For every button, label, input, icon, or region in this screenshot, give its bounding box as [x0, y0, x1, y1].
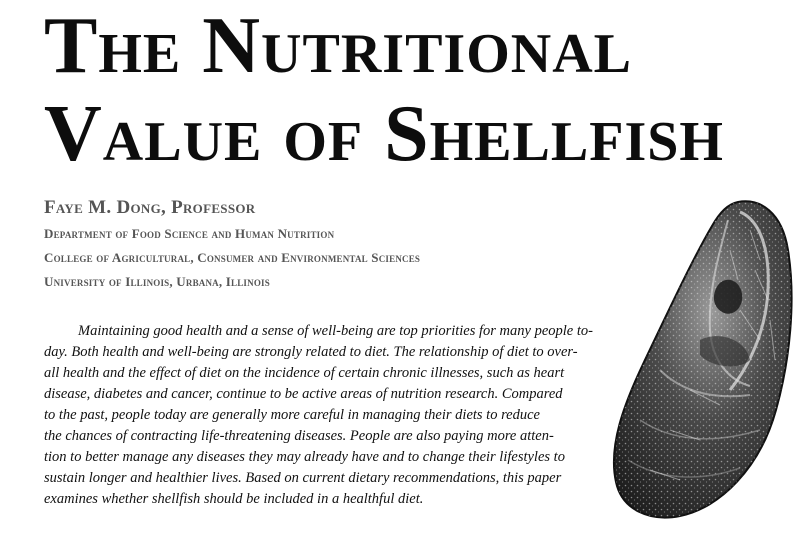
abstract-line: the chances of contracting life-threatening diseases. People are also paying more atten-: [44, 428, 554, 444]
mussel-shell-illustration: [600, 190, 800, 530]
title-line-1: The Nutritional: [44, 2, 633, 90]
abstract-line: to the past, people today are generally more careful in managing their diets to reduce: [44, 407, 540, 423]
author-name: Faye M. Dong, Professor: [44, 197, 256, 218]
abstract-line: day. Both health and well-being are strongly related to diet. The relationship of diet to over-: [44, 344, 578, 360]
abstract-line: disease, diabetes and cancer, continue to be active areas of nutrition research. Compared: [44, 386, 563, 402]
affiliation-college: College of Agricultural, Consumer and Environmental Sciences: [44, 250, 421, 265]
title-line-2: Value of Shellfish: [44, 90, 724, 178]
abstract-line: sustain longer and healthier lives. Based on current dietary recommendations, this paper: [44, 470, 562, 486]
abstract-line: tion to better manage any diseases they may already have and to change their lifestyles to: [44, 449, 565, 465]
abstract-paragraph: [44, 321, 644, 510]
affiliation-department: Department of Food Science and Human Nutrition: [44, 226, 335, 241]
affiliation-university: University of Illinois, Urbana, Illinois: [44, 274, 270, 289]
abstract-line: Maintaining good health and a sense of well-being are top priorities for many people to-: [78, 323, 593, 339]
abstract-line: examines whether shellfish should be included in a healthful diet.: [44, 491, 424, 507]
abstract-line: all health and the effect of diet on the incidence of certain chronic illnesses, such as heart: [44, 365, 565, 381]
